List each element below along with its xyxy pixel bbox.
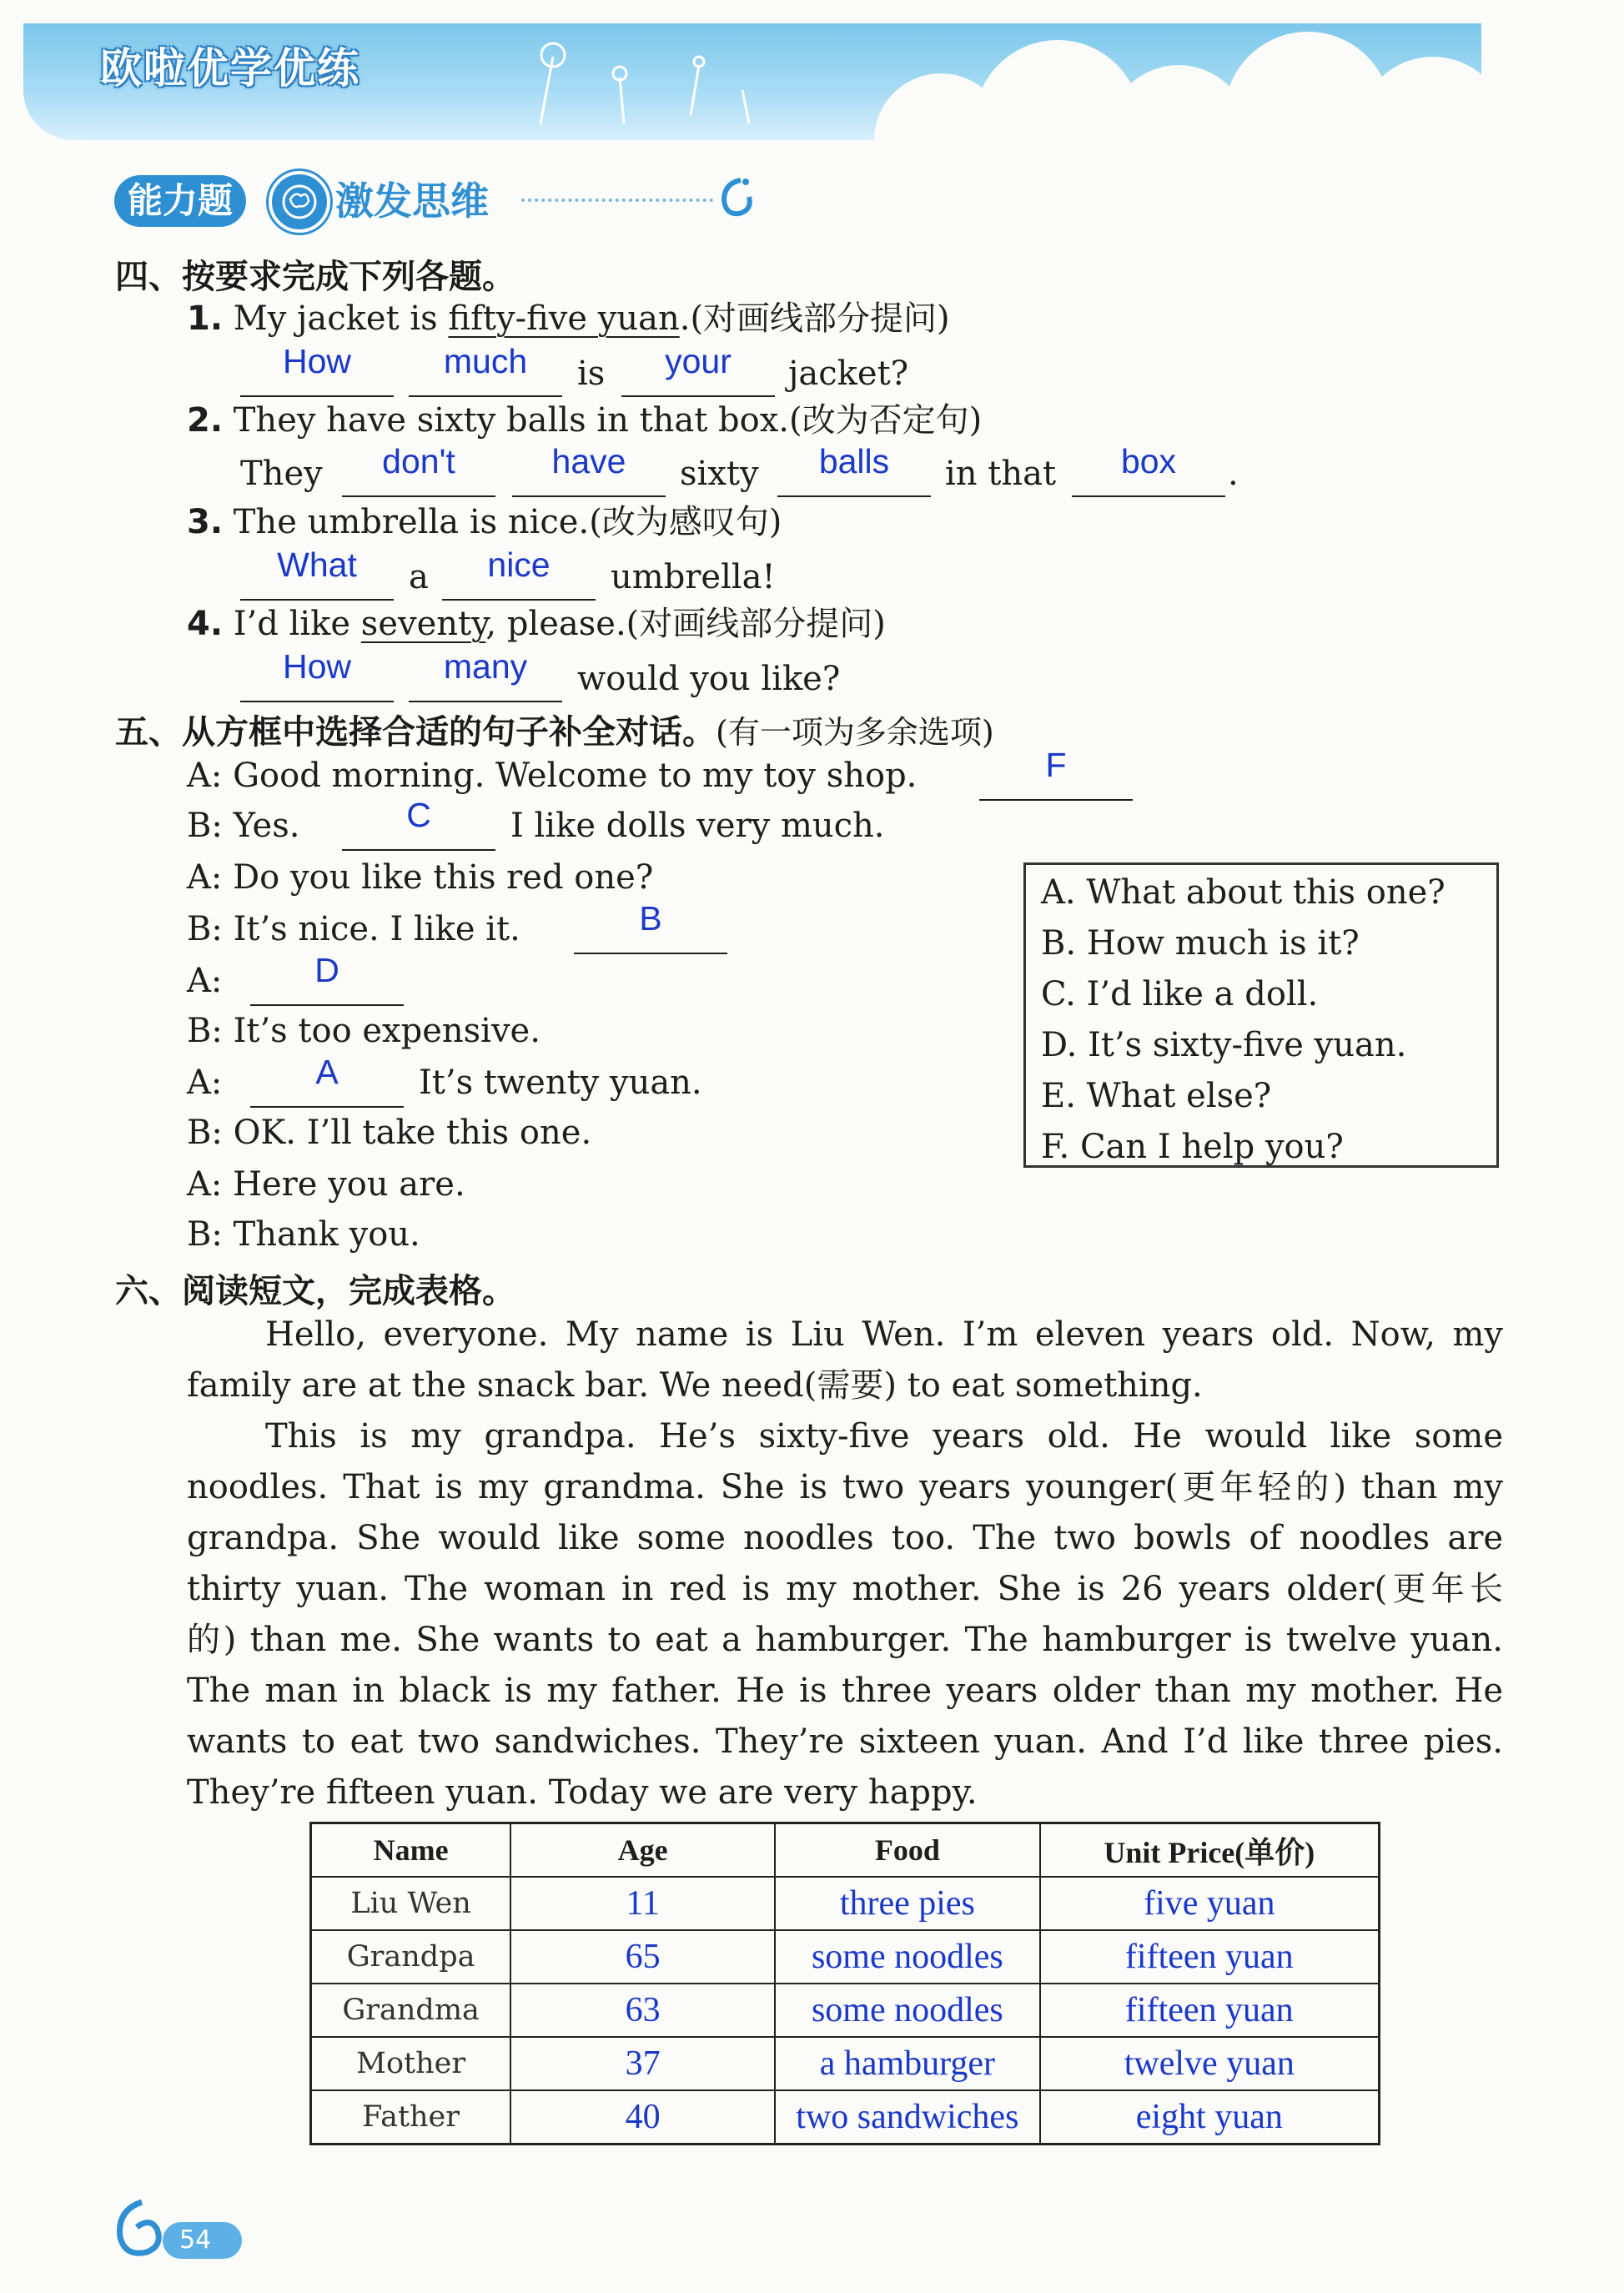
answer-table — [309, 1822, 1380, 2145]
answer-text: B — [639, 899, 662, 938]
cloud-decoration — [1358, 57, 1508, 207]
price-cell[interactable]: fifteen yuan — [1040, 1930, 1380, 1984]
dotted-divider — [521, 199, 713, 202]
answer-text: D — [314, 951, 339, 989]
answer-text: A — [315, 1053, 339, 1091]
q6-heading: 六、阅读短文，完成表格。 — [115, 1272, 515, 1310]
price-cell[interactable]: five yuan — [1040, 1877, 1380, 1930]
dialog-line: It’s twenty yuan. — [419, 1064, 702, 1102]
answer-text: many — [443, 647, 528, 686]
dialog-line: A: Good morning. Welcome to my toy shop. — [187, 757, 918, 795]
answer-text: much — [443, 342, 528, 380]
passage-line: Hello, everyone. My name is Liu Wen. I’m eleven years old. Now, my — [265, 1315, 1503, 1354]
item-number: 3. — [187, 503, 224, 541]
age-cell[interactable]: 63 — [510, 1984, 775, 2037]
word: umbrella! — [611, 558, 776, 596]
option-item: A. What about this one? — [1041, 873, 1446, 912]
passage-line: wants to eat two sandwiches. They’re sixteen yuan. And I’d like three pies. — [187, 1722, 1503, 1761]
sentence-text: , please. — [485, 605, 626, 643]
sentence-text: . — [679, 299, 691, 338]
passage-line: thirty yuan. The woman in red is my mother. She is 26 years older(更年长 — [187, 1570, 1503, 1608]
word: . — [1228, 455, 1239, 493]
column-header: Unit Price(单价) — [1040, 1823, 1380, 1878]
dialog-line: I like dolls very much. — [510, 807, 885, 845]
food-cell[interactable]: two sandwiches — [775, 2090, 1039, 2145]
answer-text: How — [282, 342, 352, 380]
word: sixty — [680, 455, 759, 493]
q4-item-4 — [187, 604, 886, 644]
q4-item-2 — [187, 400, 982, 440]
dialog-line: A: — [187, 1064, 223, 1102]
underlined-text: seventy — [360, 605, 486, 643]
column-header: Name — [311, 1823, 511, 1878]
section-tab: 能力题 — [114, 175, 246, 227]
option-item: C. I’d like a doll. — [1041, 975, 1319, 1013]
q4-item-3 — [187, 502, 782, 542]
page-number: 54 — [163, 2222, 242, 2259]
option-item: D. It’s sixty-five yuan. — [1041, 1026, 1407, 1064]
name-cell: Liu Wen — [311, 1877, 511, 1930]
dialog-line: B: It’s nice. I like it. — [187, 910, 520, 948]
option-item: E. What else? — [1041, 1077, 1272, 1115]
underlined-text: fifty-five yuan — [448, 299, 680, 338]
brand-title: 欧啦优学优练 — [100, 44, 360, 93]
food-cell[interactable]: some noodles — [775, 1984, 1039, 2037]
word: is — [577, 355, 606, 393]
dialog-line: B: Yes. — [187, 807, 300, 845]
heading-text: 五、从方框中选择合适的句子补全对话。 — [115, 713, 716, 752]
table-row — [311, 2090, 1380, 2145]
brain-icon — [269, 171, 330, 233]
age-cell[interactable]: 40 — [510, 2090, 775, 2145]
age-cell[interactable]: 65 — [510, 1930, 775, 1984]
q4-item-1 — [187, 299, 950, 339]
name-cell: Mother — [311, 2037, 511, 2090]
word: They — [240, 455, 323, 493]
price-cell[interactable]: eight yuan — [1040, 2090, 1380, 2145]
answer-text: have — [551, 442, 626, 480]
name-cell: Grandma — [311, 1984, 511, 2037]
page-swirl-icon — [108, 2194, 167, 2260]
instruction-note: (改为否定句) — [789, 401, 983, 440]
q5-heading — [115, 706, 994, 753]
answer-text: How — [282, 647, 352, 686]
column-header: Age — [510, 1823, 775, 1878]
word: a — [409, 558, 429, 596]
item-number: 1. — [187, 299, 224, 338]
section-title: 激发思维 — [335, 179, 489, 224]
answer-text: What — [277, 546, 357, 584]
q4-heading: 四、按要求完成下列各题。 — [115, 258, 515, 296]
answer-text: F — [1045, 746, 1067, 784]
sentence-text: They have sixty balls in that box. — [233, 401, 790, 440]
instruction-note: (对画线部分提问) — [626, 605, 886, 643]
answer-text: balls — [818, 442, 890, 480]
swirl-icon — [716, 173, 757, 220]
word: jacket? — [788, 355, 909, 393]
dialog-line: A: Do you like this red one? — [187, 858, 654, 897]
dialog-line: B: OK. I’ll take this one. — [187, 1114, 592, 1152]
food-cell[interactable]: three pies — [775, 1877, 1039, 1930]
answer-text: C — [406, 796, 431, 834]
sentence-text: The umbrella is nice. — [233, 503, 590, 541]
dialog-line: B: It’s too expensive. — [187, 1012, 540, 1050]
item-number: 4. — [187, 605, 224, 643]
price-cell[interactable]: twelve yuan — [1040, 2037, 1380, 2090]
options-box — [1023, 862, 1499, 1168]
table-row — [311, 2037, 1380, 2090]
answer-text: nice — [487, 546, 551, 584]
table-row — [311, 1930, 1380, 1984]
instruction-note: (改为感叹句) — [589, 503, 782, 541]
passage-line: family are at the snack bar. We need(需要) to eat something. — [187, 1366, 1203, 1405]
instruction-note: (对画线部分提问) — [690, 299, 950, 338]
table-row — [311, 1877, 1380, 1930]
word: in that — [945, 455, 1057, 493]
option-item: F. Can I help you? — [1041, 1128, 1344, 1166]
answer-text: box — [1120, 442, 1177, 480]
dialog-line: A: — [187, 962, 223, 1000]
column-header: Food — [775, 1823, 1039, 1878]
name-cell: Father — [311, 2090, 511, 2145]
answer-text: don't — [382, 442, 455, 480]
passage-line: The man in black is my father. He is three years older than my mother. He — [187, 1672, 1503, 1710]
option-item: B. How much is it? — [1041, 924, 1360, 963]
item-number: 2. — [187, 401, 224, 440]
passage-line: grandpa. She would like some noodles too. The two bowls of noodles are — [187, 1519, 1503, 1557]
passage-line: This is my grandpa. He’s sixty-five years old. He would like some — [265, 1417, 1503, 1456]
dialog-line: A: Here you are. — [187, 1165, 465, 1204]
answer-text: your — [665, 342, 732, 380]
age-cell[interactable]: 37 — [510, 2037, 775, 2090]
sentence-text: My jacket is — [233, 299, 449, 338]
dandelion-icon — [474, 32, 791, 132]
sentence-text: I’d like — [233, 605, 361, 643]
word: would you like? — [577, 660, 841, 698]
passage-line: 的) than me. She wants to eat a hamburger. The hamburger is twelve yuan. — [187, 1621, 1503, 1659]
table-row — [311, 1984, 1380, 2037]
age-cell[interactable]: 11 — [510, 1877, 775, 1930]
passage-line: They’re fifteen yuan. Today we are very happy. — [187, 1773, 978, 1812]
heading-note: (有一项为多余选项) — [716, 714, 994, 751]
dialog-line: B: Thank you. — [187, 1215, 420, 1254]
name-cell: Grandpa — [311, 1930, 511, 1984]
food-cell[interactable]: a hamburger — [775, 2037, 1039, 2090]
food-cell[interactable]: some noodles — [775, 1930, 1039, 1984]
table-header-row — [311, 1823, 1380, 1878]
price-cell[interactable]: fifteen yuan — [1040, 1984, 1380, 2037]
passage-line: noodles. That is my grandma. She is two years younger(更年轻的) than my — [187, 1468, 1503, 1506]
